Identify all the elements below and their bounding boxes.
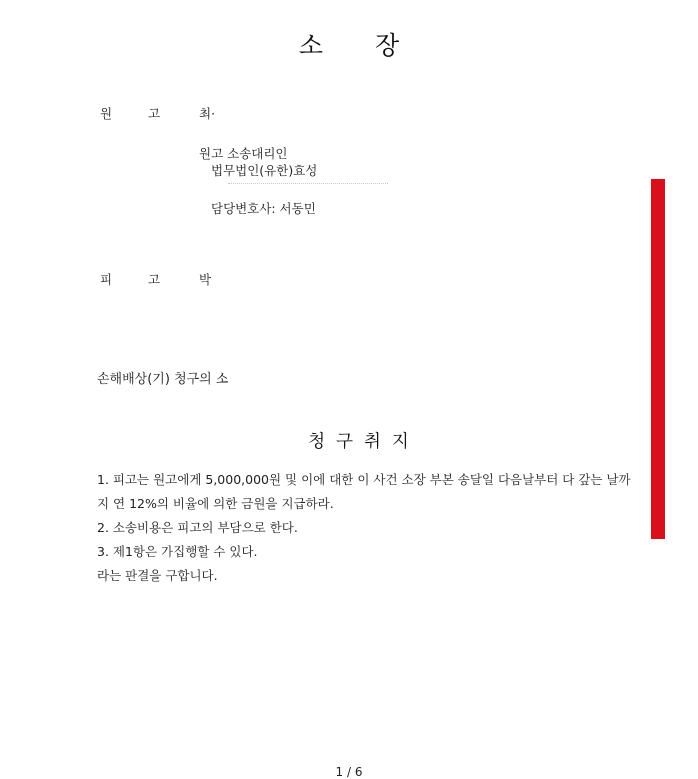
claim-line-1: 1. 피고는 원고에게 5,000,000원 및 이에 대한 이 사건 소장 부본 송달일 다음날부터 다 갚는 날까 [97,472,631,487]
claim-line-2: 지 연 12%의 비율에 의한 금원을 지급하라. [97,496,334,511]
title-char-1: 소 [298,31,323,60]
claim-line-4: 3. 제1항은 가집행할 수 있다. [97,544,258,559]
plaintiff-label-char-2: 고 [148,106,161,121]
defendant-label-char-2: 고 [148,272,161,287]
page-number: 1 / 6 [335,765,363,779]
case-name: 손해배상(기) 청구의 소 [97,372,229,387]
plaintiff-name: 최· [199,106,216,121]
plaintiff-agent-title: 원고 소송대리인 [199,146,288,161]
plaintiff-label-char-1: 원 [100,106,113,121]
defendant-name: 박 [199,272,212,287]
redacted-line [228,181,388,184]
title-char-2: 장 [375,31,400,60]
attorney-name: 담당변호사: 서동민 [211,201,316,216]
red-side-bar [651,179,665,539]
section-title-claims: 청구취지 [308,432,420,452]
claim-line-3: 2. 소송비용은 피고의 부담으로 한다. [97,520,298,535]
claim-line-5: 라는 판결을 구합니다. [97,568,218,583]
law-firm-name: 법무법인(유한)효성 [211,163,318,178]
document-title [0,26,698,62]
defendant-label-char-1: 피 [100,272,113,287]
